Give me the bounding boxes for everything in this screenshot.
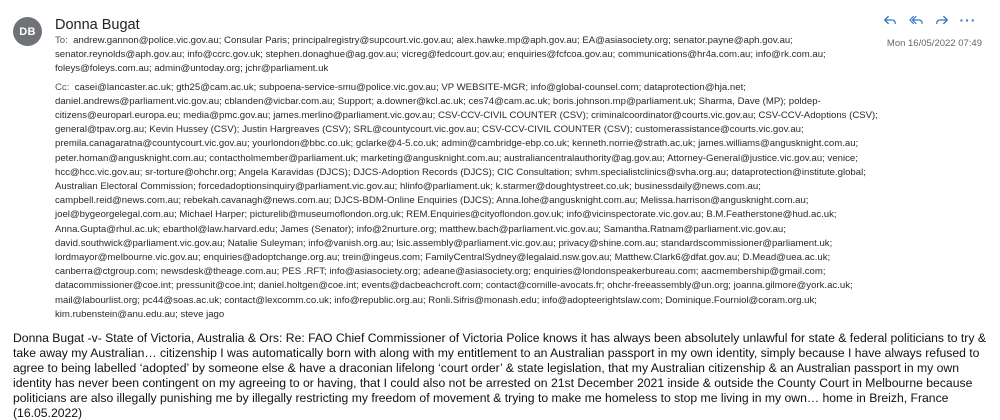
forward-icon[interactable]	[934, 12, 950, 28]
message-actions	[882, 12, 976, 28]
reply-icon[interactable]	[882, 12, 898, 28]
to-recipients[interactable]: andrew.gannon@police.vic.gov.au; Consular Paris; principalregistry@supcourt.vic.gov.au; alex.hawke.mp@aph.gov.au; EA@asiasociety.org; senator.payne@aph.gov.au; senator.reynolds@aph.gov.au; info@ccrc.gov.uk; stephen.donaghue@ag.gov.au; vicreg@fedcourt.gov.au; enquiries@fcfcoa.gov.au; communications@hr4a.com.au; info@rk.com.au; foleys@foleys.com.au; admin@untoday.org; jchr@parliament.uk	[55, 35, 826, 75]
cc-label: Cc:	[55, 81, 70, 93]
to-line	[55, 34, 885, 77]
message-timestamp: Mon 16/05/2022 07:49	[886, 38, 982, 49]
reply-all-icon[interactable]	[908, 12, 924, 28]
more-icon[interactable]: ···	[959, 12, 977, 28]
cc-recipients[interactable]: casei@lancaster.ac.uk; gth25@cam.ac.uk; subpoena-service-smu@police.vic.gov.au; VP WEBSITE-MGR; info@global-counsel.com; dataprotection@hja.net; daniel.andrews@parliament.vic.gov.au; cblanden@vicbar.com.au; Support; a.downer@kcl.ac.uk; ces74@cam.ac.uk; boris.johnson.mp@parliament.uk; Sharma, Dave (MP); poldep-citizens@europarl.europa.eu; media@pmc.gov.au; james.merlino@parliament.vic.gov.au; CSV-CCV-CIVIL COUNTER (CSV); criminalcoordinator@courts.vic.gov.au; CSV-CCV-Adoptions (CSV); general@tpav.org.au; Kevin Hussey (CSV); Justin Hargreaves (CSV); SRL@countycourt.vic.gov.au; CSV-CCV-CIVIL COUNTER (CSV); customerassistance@courts.vic.gov.au; premila.canagaratna@countycourt.vic.gov.au; yourlondon@bbc.co.uk; gclarke@4-5.co.uk; admin@cambridge-ebp.co.uk; kenneth.norrie@strath.ac.uk; james.williams@angusknight.com.au; peter.homan@angusknight.com.au; contactholmember@parliament.uk; marketing@angusknight.com.au; australiancentralauthority@ag.gov.au; Attorney-General@justice.vic.gov.au; venice; hcc@hcc.vic.gov.au; sr-torture@ohchr.org; Angela Karavidas (DJCS); DJCS-Adoption Records (DJCS); CIC Consultation; svhm.specialistclinics@svha.org.au; dataprotection@institute.global; Australian Electoral Commission; forcedadoptionsinquiry@parliament.vic.gov.au; hlinfo@parliament.uk; k.starmer@doughtystreet.co.uk; businessdaily@news.com.au; campbell.reid@news.com.au; rebekah.cavanagh@news.com.au; DJCS-BDM-Online Enquiries (DJCS); Anna.lohe@angusknight.com.au; Melissa.harrison@angusknight.com.au; joel@bygeorgelegal.com.au; Michael Harper; picturelib@museumoflondon.org.uk; REM.Enquiries@cityoflondon.gov.uk; info@vicinspectorate.vic.gov.au; B.M.Featherstone@hud.ac.uk; Anna.Gupta@rhul.ac.uk; ebarthol@law.harvard.edu; James (Senator); info@2nurture.org; matthew.bach@parliament.vic.gov.au; Samantha.Ratnam@parliament.vic.gov.au; david.southwick@parliament.vic.gov.au; Natalie Suleyman; info@vanish.org.au; lsic.assembly@parliament.vic.gov.au; privacy@shine.com.au; standardscommissioner@parliament.uk; lordmayor@melbourne.vic.gov.au; enquiries@adoptchange.org.au; trein@ingeus.com; FamilyCentralSydney@legalaid.nsw.gov.au; Matthew.Clark6@dfat.gov.au; D.Mead@uea.ac.uk; canberra@ctgroup.com; newsdesk@theage.com.au; PES .RFT; info@asiasociety.org; adeane@asiasociety.org; enquiries@londonspeakerbureau.com; aacmembership@gmail.com; datacommissioner@coe.int; pressunit@coe.int; daniel.holtgen@coe.int; events@dacbeachcroft.com; contact@cornille-avocats.fr; ohchr-freeassembly@un.org; joanna.gilmore@york.ac.uk; mail@labourlist.org; pc44@soas.ac.uk; contact@lexcomm.co.uk; info@republic.org.au; Ronli.Sifris@monash.edu; info@adopteerightslaw.com; Dominique.Fourniol@coram.org.uk; kim.rubenstein@anu.edu.au; steve jago	[55, 81, 878, 320]
message-body: Donna Bugat -v- State of Victoria, Australia & Ors: Re: FAO Chief Commissioner of Victoria Police knows it has always been absolutely unlawful for state & federal politicians to try & take away my Australian… citizenship I was automatically born with along with my entitlement to an Australian passport in my own identity, simply because I have always refused to agree to being labelled ‘adopted’ by someone else & have a draconian lifelong ‘court order’ & state legislation, that my Australian citizenship & an Australian passport in my own identity has never been contingent on my agreeing to or having, that I could also not be arrested on 21st December 2021 inside & outside the County Court in Melbourne because politicians are also illegally punishing me by illegally restricting my freedom of movement & trying to make me homeless to stop me living in my own… home in Breizh, France (16.05.2022)	[13, 331, 986, 420]
sender-name: Donna Bugat	[55, 17, 140, 33]
avatar: DB	[13, 17, 42, 46]
recipients	[55, 34, 885, 322]
to-label: To:	[55, 35, 68, 46]
cc-line	[55, 81, 885, 322]
